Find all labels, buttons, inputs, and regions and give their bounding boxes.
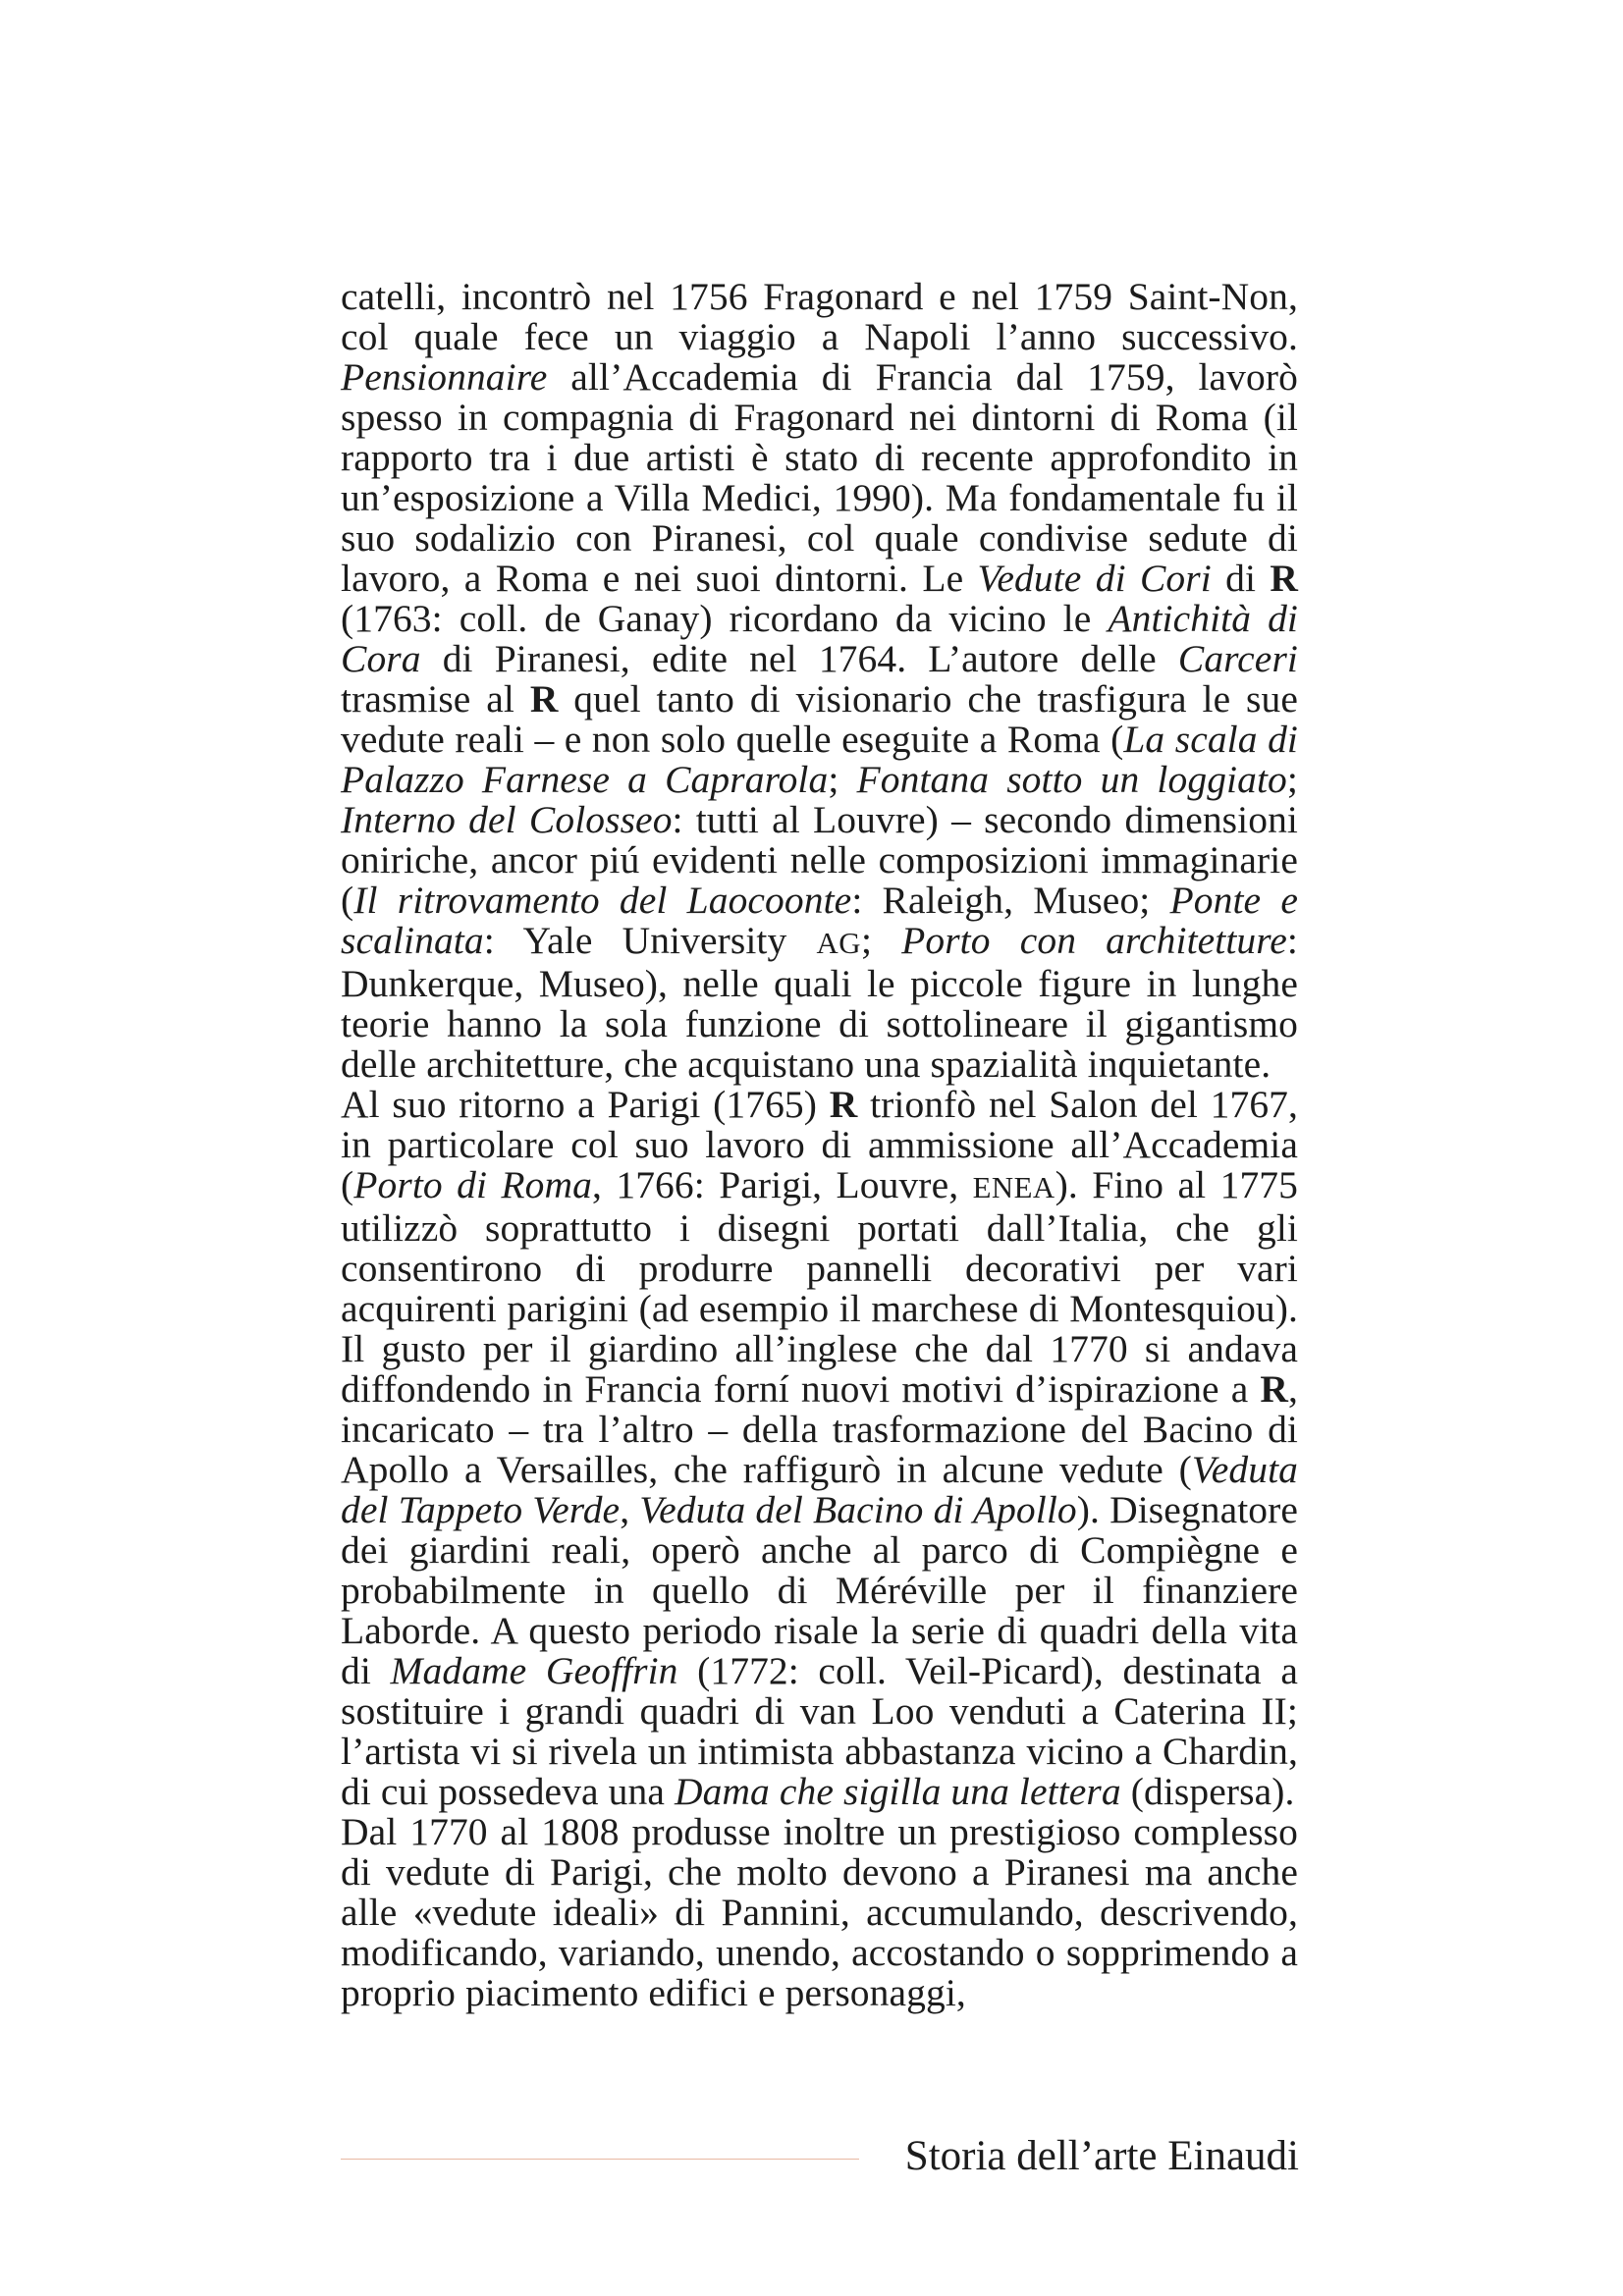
text-run: di Piranesi, edite nel 1764. L’autore delle: [420, 637, 1178, 680]
text-run: ,: [620, 1488, 640, 1531]
abbreviation: ENEA: [972, 1171, 1055, 1204]
text-run: : Dunkerque, Museo), nelle quali le piccole figure in lunghe teorie hanno la sola funzione di sottolineare il gigantismo delle architetture, che acquistano una spazialità inquietante.: [341, 919, 1298, 1086]
text-run: (1772: coll. Veil-Picard), destinata a sostituire i grandi quadri di van Loo venduti a Caterina II; l’artista vi si rivela un intimista abbastanza vicino a Chardin, di cui possedeva una: [341, 1649, 1298, 1813]
footer-title: Storia dell’arte Einaudi: [904, 2133, 1299, 2179]
italic-title: La scala di Palazzo Farnese a Caprarola: [341, 718, 1298, 801]
text-run: ;: [860, 919, 902, 962]
text-run: quel tanto di visionario che trasfigura le sue vedute reali – e non solo quelle eseguite a Roma (: [341, 677, 1299, 761]
italic-title: Pensionnaire: [341, 355, 548, 399]
text-run: di: [1211, 557, 1271, 600]
italic-title: Ponte e scalinata: [341, 879, 1298, 962]
italic-title: Vedute di Cori: [977, 557, 1212, 600]
italic-title: Interno del Colosseo: [341, 798, 673, 841]
text-run: all’Accademia di Francia dal 1759, lavorò spesso in compagnia di Fragonard nei dintorni di Roma (il rapporto tra i due artisti è stato di recente approfondito in un’esposizione a Villa Medici, 1990). Ma fondamentale fu il suo sodalizio con Piranesi, col quale condivise sedute di lavoro, a Roma e nei suoi dintorni. Le: [341, 355, 1298, 600]
italic-title: Porto di Roma: [353, 1163, 592, 1206]
entry-initial: R: [1270, 557, 1298, 600]
text-run: : tutti al Louvre) – secondo dimensioni oniriche, ancor piú evidenti nelle composizioni immaginarie (: [341, 798, 1298, 922]
entry-initial: R: [1260, 1367, 1289, 1411]
text-run: Al suo ritorno a Parigi (1765): [341, 1083, 830, 1126]
text-run: ;: [1286, 758, 1298, 801]
text-run: trasmise al: [341, 677, 530, 721]
footer-divider: [341, 2159, 859, 2160]
entry-initial: R: [829, 1083, 858, 1126]
italic-title: Dama che sigilla una lettera: [674, 1770, 1121, 1813]
text-run: , incaricato – tra l’altro – della trasformazione del Bacino di Apollo a Versailles, che raffigurò in alcune vedute (: [341, 1367, 1298, 1491]
paragraph-1: [341, 277, 1298, 1085]
text-run: trionfò nel Salon del 1767, in particolare col suo lavoro di ammissione all’Accademia (: [341, 1083, 1299, 1206]
text-run: ;: [828, 758, 857, 801]
abbreviation: AG: [816, 927, 861, 960]
text-run: catelli, incontrò nel 1756 Fragonard e nel 1759 Saint-Non, col quale fece un viaggio a Napoli l’anno successivo.: [341, 275, 1298, 358]
italic-title: Antichità di Cora: [341, 597, 1298, 680]
italic-title: Veduta del Tappeto Verde: [341, 1448, 1298, 1531]
italic-title: Veduta del Bacino di Apollo: [639, 1488, 1077, 1531]
italic-title: Il ritrovamento del Laocoonte: [353, 879, 852, 922]
italic-title: Madame Geoffrin: [390, 1649, 678, 1692]
text-run: (1763: coll. de Ganay) ricordano da vicino le: [341, 597, 1109, 640]
text-run: : Raleigh, Museo;: [851, 879, 1170, 922]
italic-title: Carceri: [1177, 637, 1298, 680]
text-run: Dal 1770 al 1808 produsse inoltre un prestigioso complesso di vedute di Parigi, che molto devono a Piranesi ma anche alle «vedute ideali» di Pannini, accumulando, descrivendo, modificando, variando, unendo, accostando o sopprimendo a proprio piacimento edifici e personaggi,: [341, 1810, 1298, 2014]
text-run: ). Fino al 1775 utilizzò soprattutto i disegni portati dall’Italia, che gli consentirono di produrre pannelli decorativi per vari acquirenti parigini (ad esempio il marchese di Montesquiou). Il gusto per il giardino all’inglese che dal 1770 si andava diffondendo in Francia forní nuovi motivi d’ispirazione a: [341, 1163, 1299, 1411]
italic-title: Fontana sotto un loggiato: [856, 758, 1287, 801]
text-run: ). Disegnatore dei giardini reali, operò anche al parco di Compiègne e probabilmente in quello di Méréville per il finanziere Laborde. A questo periodo risale la serie di quadri della vita di: [341, 1488, 1299, 1692]
paragraph-2: [341, 1085, 1298, 1812]
paragraph-3: [341, 1812, 1298, 2013]
entry-initial: R: [529, 677, 559, 721]
italic-title: Porto con architetture: [901, 919, 1287, 962]
text-run: , 1766: Parigi, Louvre,: [592, 1163, 973, 1206]
body-text: [341, 277, 1298, 2013]
text-run: (dispersa).: [1120, 1770, 1295, 1813]
text-run: : Yale University: [483, 919, 817, 962]
